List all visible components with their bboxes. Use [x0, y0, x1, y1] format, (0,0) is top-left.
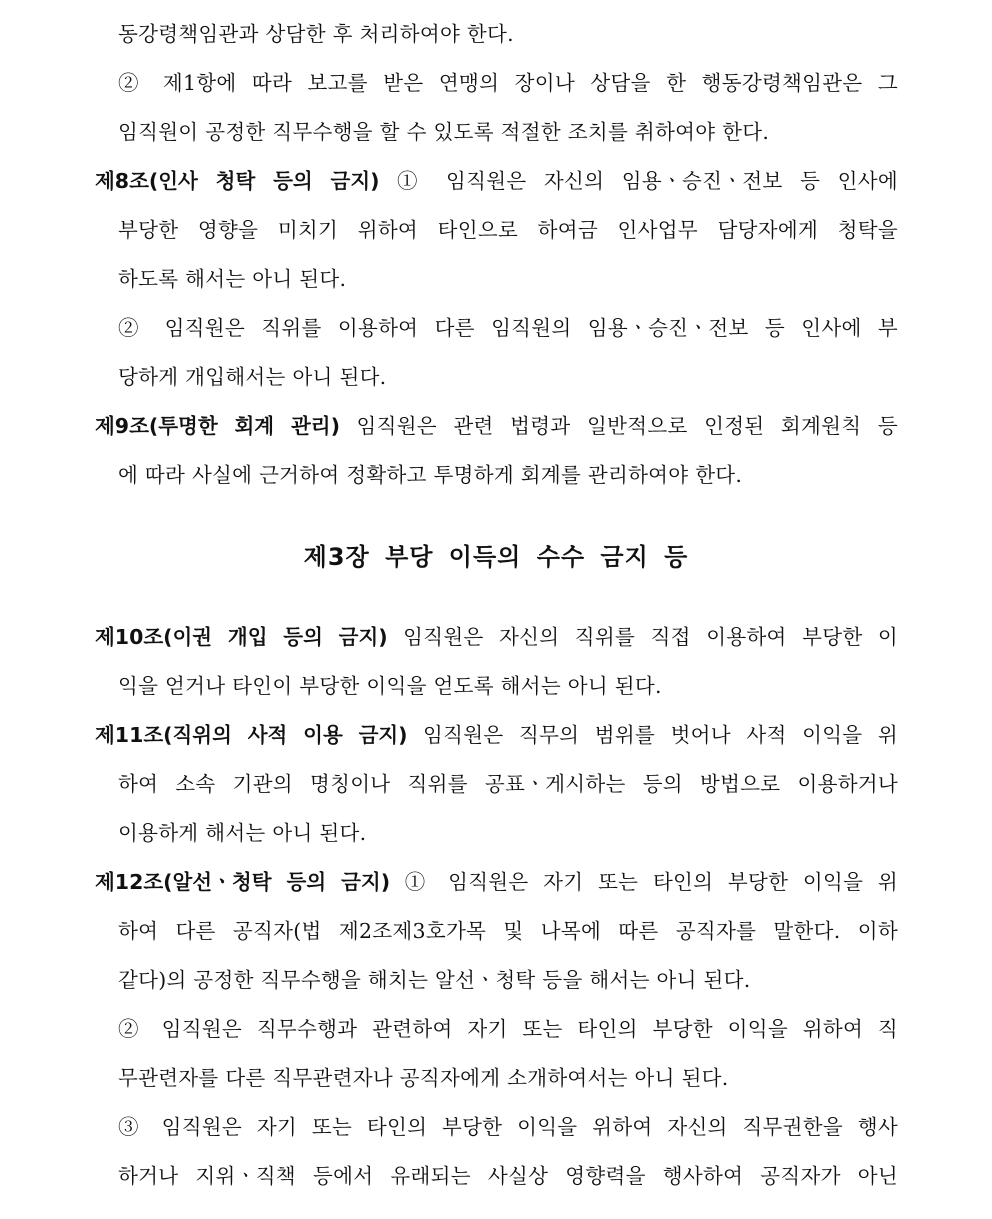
article-8-heading: 제8조(인사 청탁 등의 금지) [95, 169, 380, 193]
article-9-first-line: 제9조(투명한 회계 관리) 임직원은 관련 법령과 일반적으로 인정된 회계원칙 등 [95, 414, 898, 438]
text-line: ③ 임직원은 자기 또는 타인의 부당한 이익을 위하여 자신의 직무권한을 행사 [118, 1115, 898, 1139]
text-line: 부당한 영향을 미치기 위하여 타인으로 하여금 인사업무 담당자에게 청탁을 [118, 218, 898, 242]
text-line: 당하게 개입해서는 아니 된다. [118, 365, 387, 389]
text-line: 하여 소속 기관의 명칭이나 직위를 공표ㆍ게시하는 등의 방법으로 이용하거나 [118, 772, 898, 796]
text-line: 하거나 지위ㆍ직책 등에서 유래되는 사실상 영향력을 행사하여 공직자가 아닌 [118, 1164, 898, 1188]
article-12-first-line: 제12조(알선ㆍ청탁 등의 금지) ① 임직원은 자기 또는 타인의 부당한 이익을 위 [95, 870, 898, 894]
text-line: ② 임직원은 직위를 이용하여 다른 임직원의 임용ㆍ승진ㆍ전보 등 인사에 부 [118, 316, 898, 340]
article-8-first-line: 제8조(인사 청탁 등의 금지) ① 임직원은 자신의 임용ㆍ승진ㆍ전보 등 인사에 [95, 169, 898, 193]
text-line: 익을 얻거나 타인이 부당한 이익을 얻도록 해서는 아니 된다. [118, 674, 662, 698]
article-10-heading: 제10조(이권 개입 등의 금지) [95, 625, 388, 649]
text-line: 동강령책임관과 상담한 후 처리하여야 한다. [118, 22, 514, 46]
text-line: 하여 다른 공직자(법 제2조제3호가목 및 나목에 따른 공직자를 말한다. 이하 [118, 919, 898, 943]
article-11-heading: 제11조(직위의 사적 이용 금지) [95, 723, 408, 747]
article-9-heading: 제9조(투명한 회계 관리) [95, 414, 340, 438]
article-11-first-line: 제11조(직위의 사적 이용 금지) 임직원은 직무의 범위를 벗어나 사적 이익을 위 [95, 723, 899, 747]
text-line: 하도록 해서는 아니 된다. [118, 267, 347, 291]
article-10-first-line: 제10조(이권 개입 등의 금지) 임직원은 자신의 직위를 직접 이용하여 부당한 이 [95, 625, 898, 649]
text-line: 임직원이 공정한 직무수행을 할 수 있도록 적절한 조치를 취하여야 한다. [118, 120, 770, 144]
text-line: ② 제1항에 따라 보고를 받은 연맹의 장이나 상담을 한 행동강령책임관은 그 [118, 71, 898, 95]
chapter-title: 제3장 부당 이득의 수수 금지 등 [303, 543, 689, 571]
text-line: 무관련자를 다른 직무관련자나 공직자에게 소개하여서는 아니 된다. [118, 1066, 729, 1090]
text-line: ② 임직원은 직무수행과 관련하여 자기 또는 타인의 부당한 이익을 위하여 직 [118, 1017, 898, 1041]
text-line: 같다)의 공정한 직무수행을 해치는 알선ㆍ청탁 등을 해서는 아니 된다. [118, 968, 751, 992]
text-line: 이용하게 해서는 아니 된다. [118, 821, 367, 845]
article-12-heading: 제12조(알선ㆍ청탁 등의 금지) [95, 870, 391, 894]
text-line: 에 따라 사실에 근거하여 정확하고 투명하게 회계를 관리하여야 한다. [118, 463, 743, 487]
